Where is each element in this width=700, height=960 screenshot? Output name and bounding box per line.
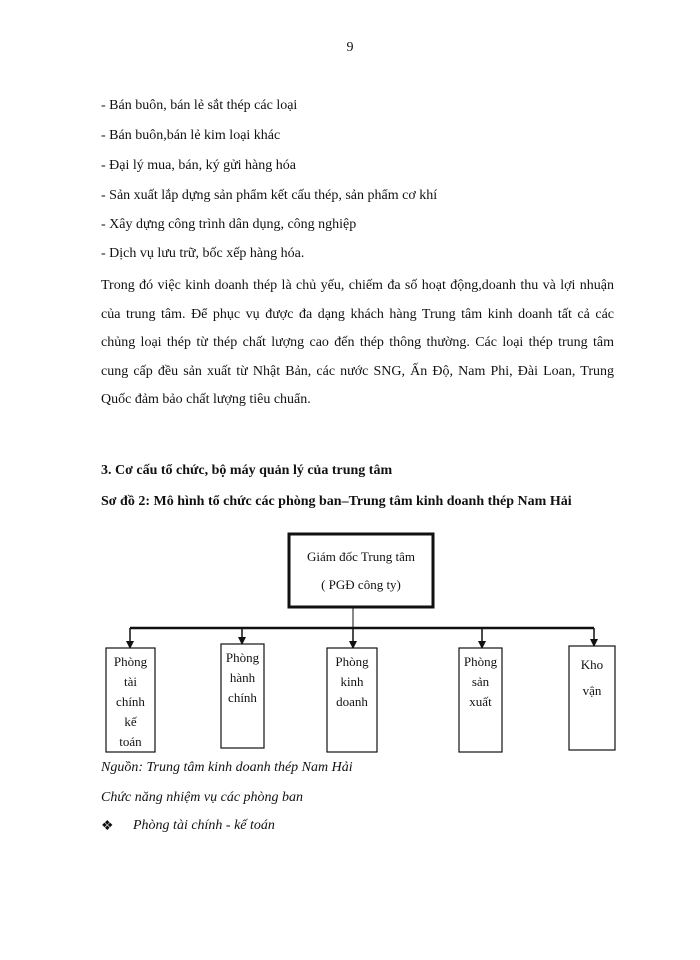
dept-line: kinh [340,674,364,689]
dept-line: Phòng [113,654,148,669]
dept-line: Kho [580,657,604,672]
dept-label-production [459,652,502,712]
dept-line: vận [582,683,602,698]
dept-line: hành [229,670,256,685]
dept-label-admin [221,648,264,708]
page-number: 9 [346,40,354,55]
dept-line: chính [116,694,145,709]
dept-line: xuất [469,694,492,709]
director-title: Giám đốc Trung tâm [307,549,415,564]
dept-line: Phòng [225,650,260,665]
activity-item: - Dịch vụ lưu trữ, bốc xếp hàng hóa. [101,246,305,261]
dept-line: Phòng [463,654,498,669]
body-paragraph: Trong đó việc kinh doanh thép là chủ yếu, chiếm đa số hoạt động,doanh thu và lợi nhuận của trung tâm. Để phục vụ được đa dạng khách hàng Trung tâm kinh doanh tất cả các chủng loại thép từ thép chất lượng cao đến thép thông thường. Các loại thép trung tâm cung cấp đều sản xuất từ Nhật Bản, các nước SNG, Ấn Độ, Nam Phi, Đài Loan, Trung Quốc đảm bảo chất lượng tiêu chuẩn. [101,278,614,407]
diagram-title: Sơ đồ 2: Mô hình tổ chức các phòng ban–Trung tâm kinh doanh thép Nam Hải [101,494,572,509]
director-label [289,543,433,599]
dept-label-warehouse [569,652,615,704]
activity-item: - Bán buôn, bán lẻ sắt thép các loại [101,98,298,113]
section-heading: 3. Cơ cấu tổ chức, bộ máy quản lý của trung tâm [101,463,393,478]
dept-line: doanh [336,694,368,709]
dept-line: toán [119,734,142,749]
activity-item: - Bán buôn,bán lẻ kim loại khác [101,128,281,143]
source-note: Nguồn: Trung tâm kinh doanh thép Nam Hải [101,760,353,775]
dept-label-finance [106,652,155,752]
activity-item: - Xây dựng công trình dân dụng, công nghiệp [101,217,357,232]
dept-line: sản [471,674,490,689]
dept-label-business [327,652,377,712]
activity-item: - Đại lý mua, bán, ký gửi hàng hóa [101,158,296,173]
dept-line: chính [228,690,257,705]
dept-line: Phòng [335,654,369,669]
diamond-bullet-icon: ❖ [101,819,114,834]
activity-item: - Sản xuất lắp dựng sản phẩm kết cấu thép, sản phẩm cơ khí [101,188,438,203]
finance-dept-item: Phòng tài chính - kế toán [133,818,275,833]
director-subtitle: ( PGĐ công ty) [321,577,401,592]
dept-line: kế [124,714,137,729]
dept-line: tài [124,674,137,689]
functions-heading: Chức năng nhiệm vụ các phòng ban [101,790,304,805]
